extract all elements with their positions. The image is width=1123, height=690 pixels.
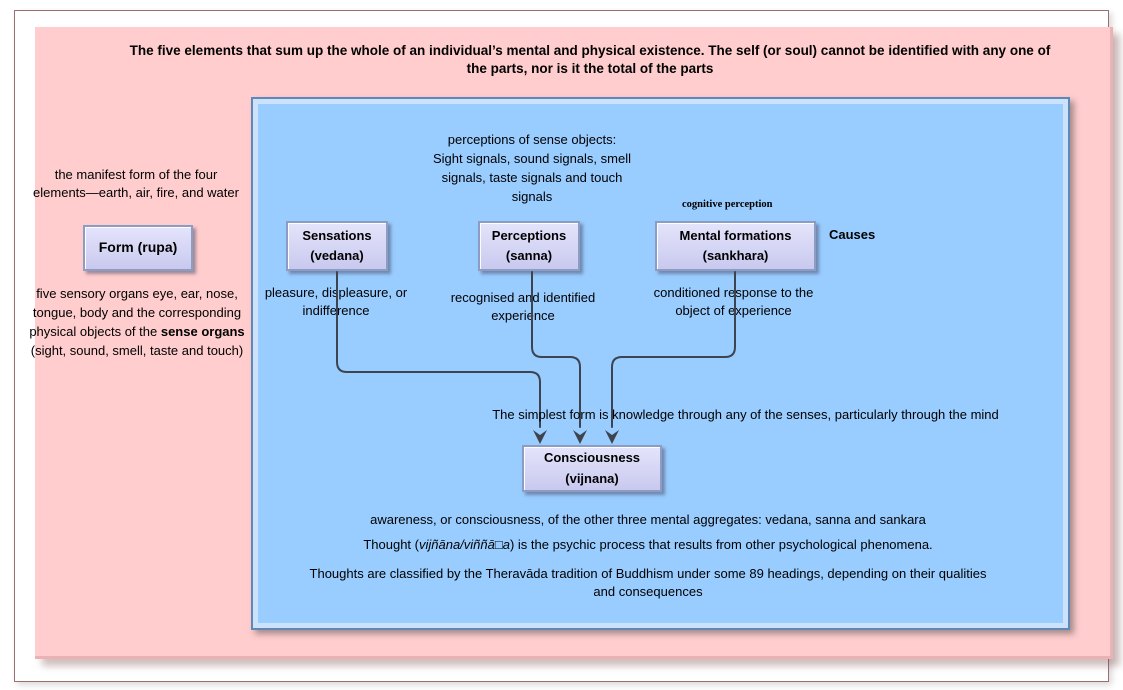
perceptions-of-sense-objects-note: perceptions of sense objects: Sight signals, sound signals, smell signals, taste signals and touch signals <box>433 132 631 204</box>
mental-formations-box-label: Mental formations (sankhara) <box>679 227 792 263</box>
form-box <box>83 225 193 271</box>
diagram-title: The five elements that sum up the whole of an individual’s mental and physical existence. The self (or soul) cannot be identified with any one of the parts, nor is it the total of the parts <box>129 43 1051 77</box>
mental-formations-caption: conditioned response to the object of experience <box>653 285 814 319</box>
sensory-organs-note <box>28 285 246 360</box>
sensory-note-bold: sense organs <box>160 323 245 339</box>
thought-note-italic: vijñāna/viññā□a <box>418 537 510 552</box>
cognitive-perception-label: cognitive perception <box>682 199 773 210</box>
sensations-caption: pleasure, displeasure, or indifference <box>264 285 408 319</box>
arrowhead-middle <box>573 430 587 444</box>
arrowhead-right <box>605 430 619 444</box>
perceptions-box <box>478 221 580 271</box>
mental-formations-box <box>655 221 816 271</box>
sensations-box-label: Sensations (vedana) <box>302 227 372 263</box>
sensory-note-pre: five sensory organs eye, ear, nose, tongue, body and the corresponding physical objects of the <box>29 286 242 339</box>
thought-note-pre: Thought ( <box>363 537 419 552</box>
thought-note-post: ) is the psychic process that results from other psychological phenomena. <box>509 537 933 552</box>
aggregates-panel <box>251 97 1070 630</box>
causes-label: Causes <box>829 227 876 242</box>
sensations-box <box>286 221 388 271</box>
thought-note <box>313 536 983 554</box>
perceptions-box-label: Perceptions (sanna) <box>491 227 567 263</box>
consciousness-box <box>522 445 662 492</box>
sensory-note-post: (sight, sound, smell, taste and touch) <box>30 342 244 358</box>
manifest-form-note: the manifest form of the four elements—earth, air, fire, and water <box>33 167 239 201</box>
simplest-form-note: The simplest form is knowledge through any of the senses, particularly through the mind <box>492 407 999 422</box>
consciousness-box-label: Consciousness (vijnana) <box>543 450 641 486</box>
perceptions-caption: recognised and identified experience <box>450 290 596 324</box>
arrowhead-left <box>533 430 547 444</box>
awareness-note: awareness, or consciousness, of the other three mental aggregates: vedana, sanna and sankara <box>370 512 926 527</box>
thoughts-classified-note: Thoughts are classified by the Theravāda tradition of Buddhism under some 89 headings, depending on their qualities and consequences <box>309 566 987 600</box>
form-box-label: Form (rupa) <box>98 239 178 256</box>
